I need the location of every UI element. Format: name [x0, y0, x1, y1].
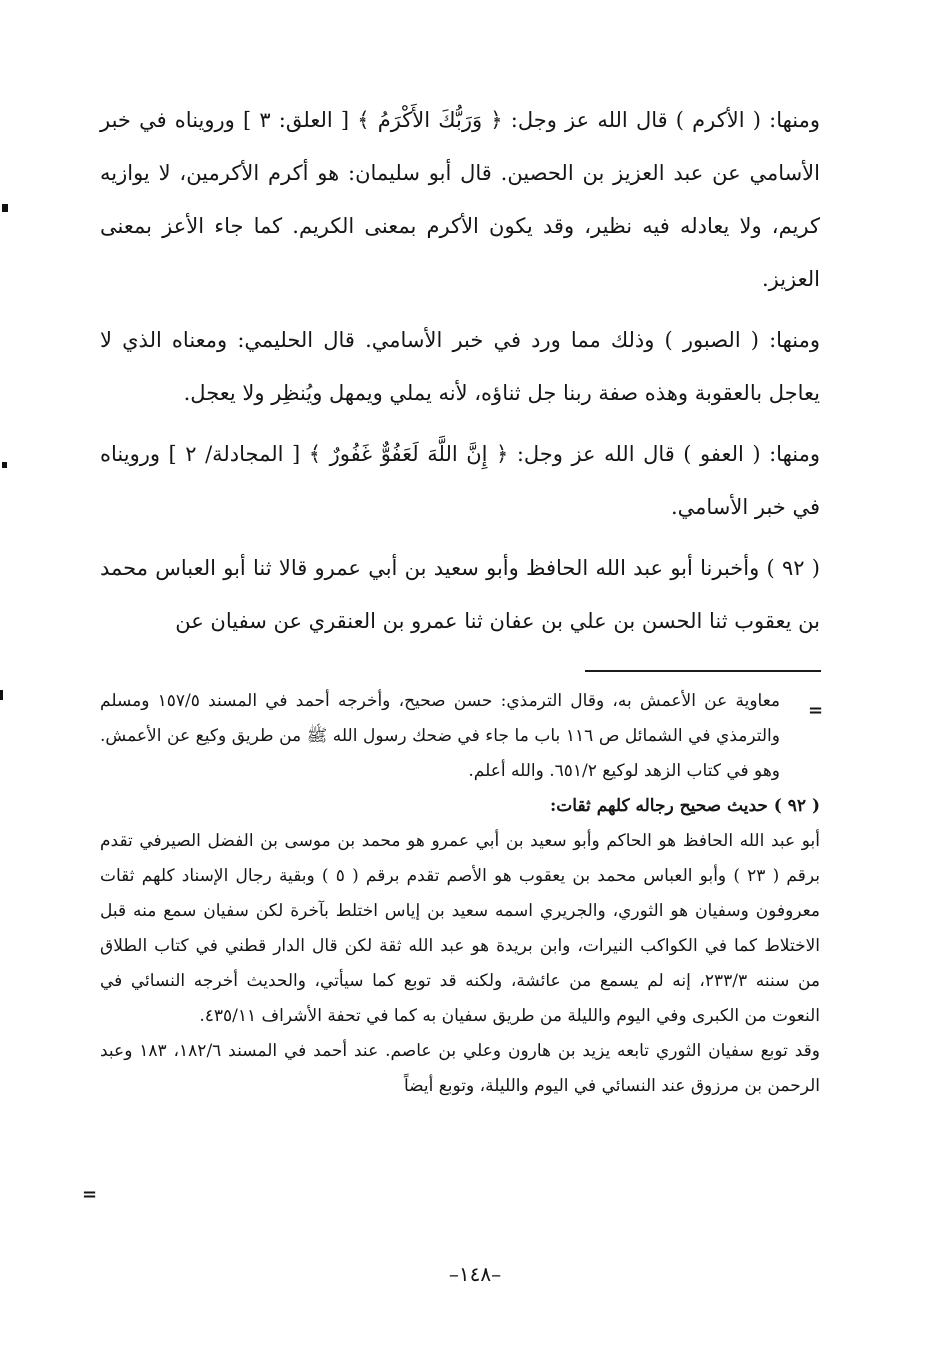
continuation-mark-end: =: [82, 1184, 98, 1205]
footnote-body: أبو عبد الله الحافظ هو الحاكم وأبو سعيد بن أبي عمرو هو محمد بن موسى بن الفضل الصيرفي تقدم برقم ( ٢٣ ) وأبو العباس محمد بن يعقوب هو الأصم تقدم برقم ( ٥ ) وبقية رجال الإسناد كلهم ثقات معروفون وسفيان هو الثوري، والجريري اسمه سعيد بن إياس اختلط بآخرة لكن سفيان سمع منه قبل الاختلاط كما في الكواكب النيرات، وابن بريدة هو عبد الله ثقة لكن قال الدار قطني في كتاب الطلاق من سننه ٢٣٣/٣، إنه لم يسمع من عائشة، ولكنه قد توبع كما سيأتي، والحديث أخرجه النسائي في النعوت من الكبرى وفي اليوم والليلة من طريق سفيان به كما في تحفة الأشراف ٤٣٥/١١.: [100, 831, 820, 1026]
footnote-continued: معاوية عن الأعمش به، وقال الترمذي: حسن صحيح، وأخرجه أحمد في المسند ١٥٧/٥ ومسلم والترمذي في الشمائل ص ١١٦ باب ما جاء في ضحك رسول الله ﷺ من طريق وكيع عن الأعمش. وهو في كتاب الزهد لوكيع ٦٥١/٢. والله أعلم.: [100, 691, 781, 781]
paragraph-akram: ومنها: ( الأكرم ) قال الله عز وجل: ﴿ وَرَبُّكَ الأَكْرَمُ ﴾ [ العلق: ٣ ] ورويناه في خبر الأسامي عن عبد العزيز بن الحصين. قال أبو سليمان: هو أكرم الأكرمين، لا يوازيه كريم، ولا يعادله فيه نظير، وقد يكون الأكرم بمعنى الكريم. كما جاء الأعز بمعنى العزيز.: [100, 108, 820, 291]
footnotes: [100, 684, 820, 1104]
paragraph-sabur: ومنها: ( الصبور ) وذلك مما ورد في خبر الأسامي. قال الحليمي: ومعناه الذي لا يعاجل بالعقوبة وهذه صفة ربنا جل ثناؤه، لأنه يملي ويمهل ويُنظِر ولا يعجل.: [100, 328, 820, 405]
footnote-divider: [585, 670, 821, 672]
paragraph-hadith-92: ( ٩٢ ) وأخبرنا أبو عبد الله الحافظ وأبو سعيد بن أبي عمرو قالا ثنا أبو العباس محمد بن يعقوب ثنا الحسن بن علي بن عفان ثنا عمرو بن العنقري عن سفيان عن: [100, 556, 820, 633]
scan-mark: [2, 462, 7, 468]
continuation-mark: =: [808, 700, 824, 721]
footnote-heading: ( ٩٢ ) حديث صحيح رجاله كلهم ثقات:: [549, 796, 820, 816]
page-number: –١٤٨–: [448, 1262, 502, 1286]
scan-mark: [0, 690, 3, 700]
paragraph-afuw: ومنها: ( العفو ) قال الله عز وجل: ﴿ إِنَّ اللَّهَ لَعَفُوٌّ غَفُورٌ ﴾ [ المجادلة/ ٢ ] ورويناه في خبر الأسامي.: [100, 442, 820, 519]
footnote-body-continued: وقد توبع سفيان الثوري تابعه يزيد بن هارون وعلي بن عاصم. عند أحمد في المسند ١٨٢/٦، ١٨٣ وعبد الرحمن بن مرزوق عند النسائي في اليوم والليلة، وتوبع أيضاً: [100, 1041, 821, 1096]
scan-mark: [2, 204, 8, 212]
main-text: [100, 94, 820, 656]
